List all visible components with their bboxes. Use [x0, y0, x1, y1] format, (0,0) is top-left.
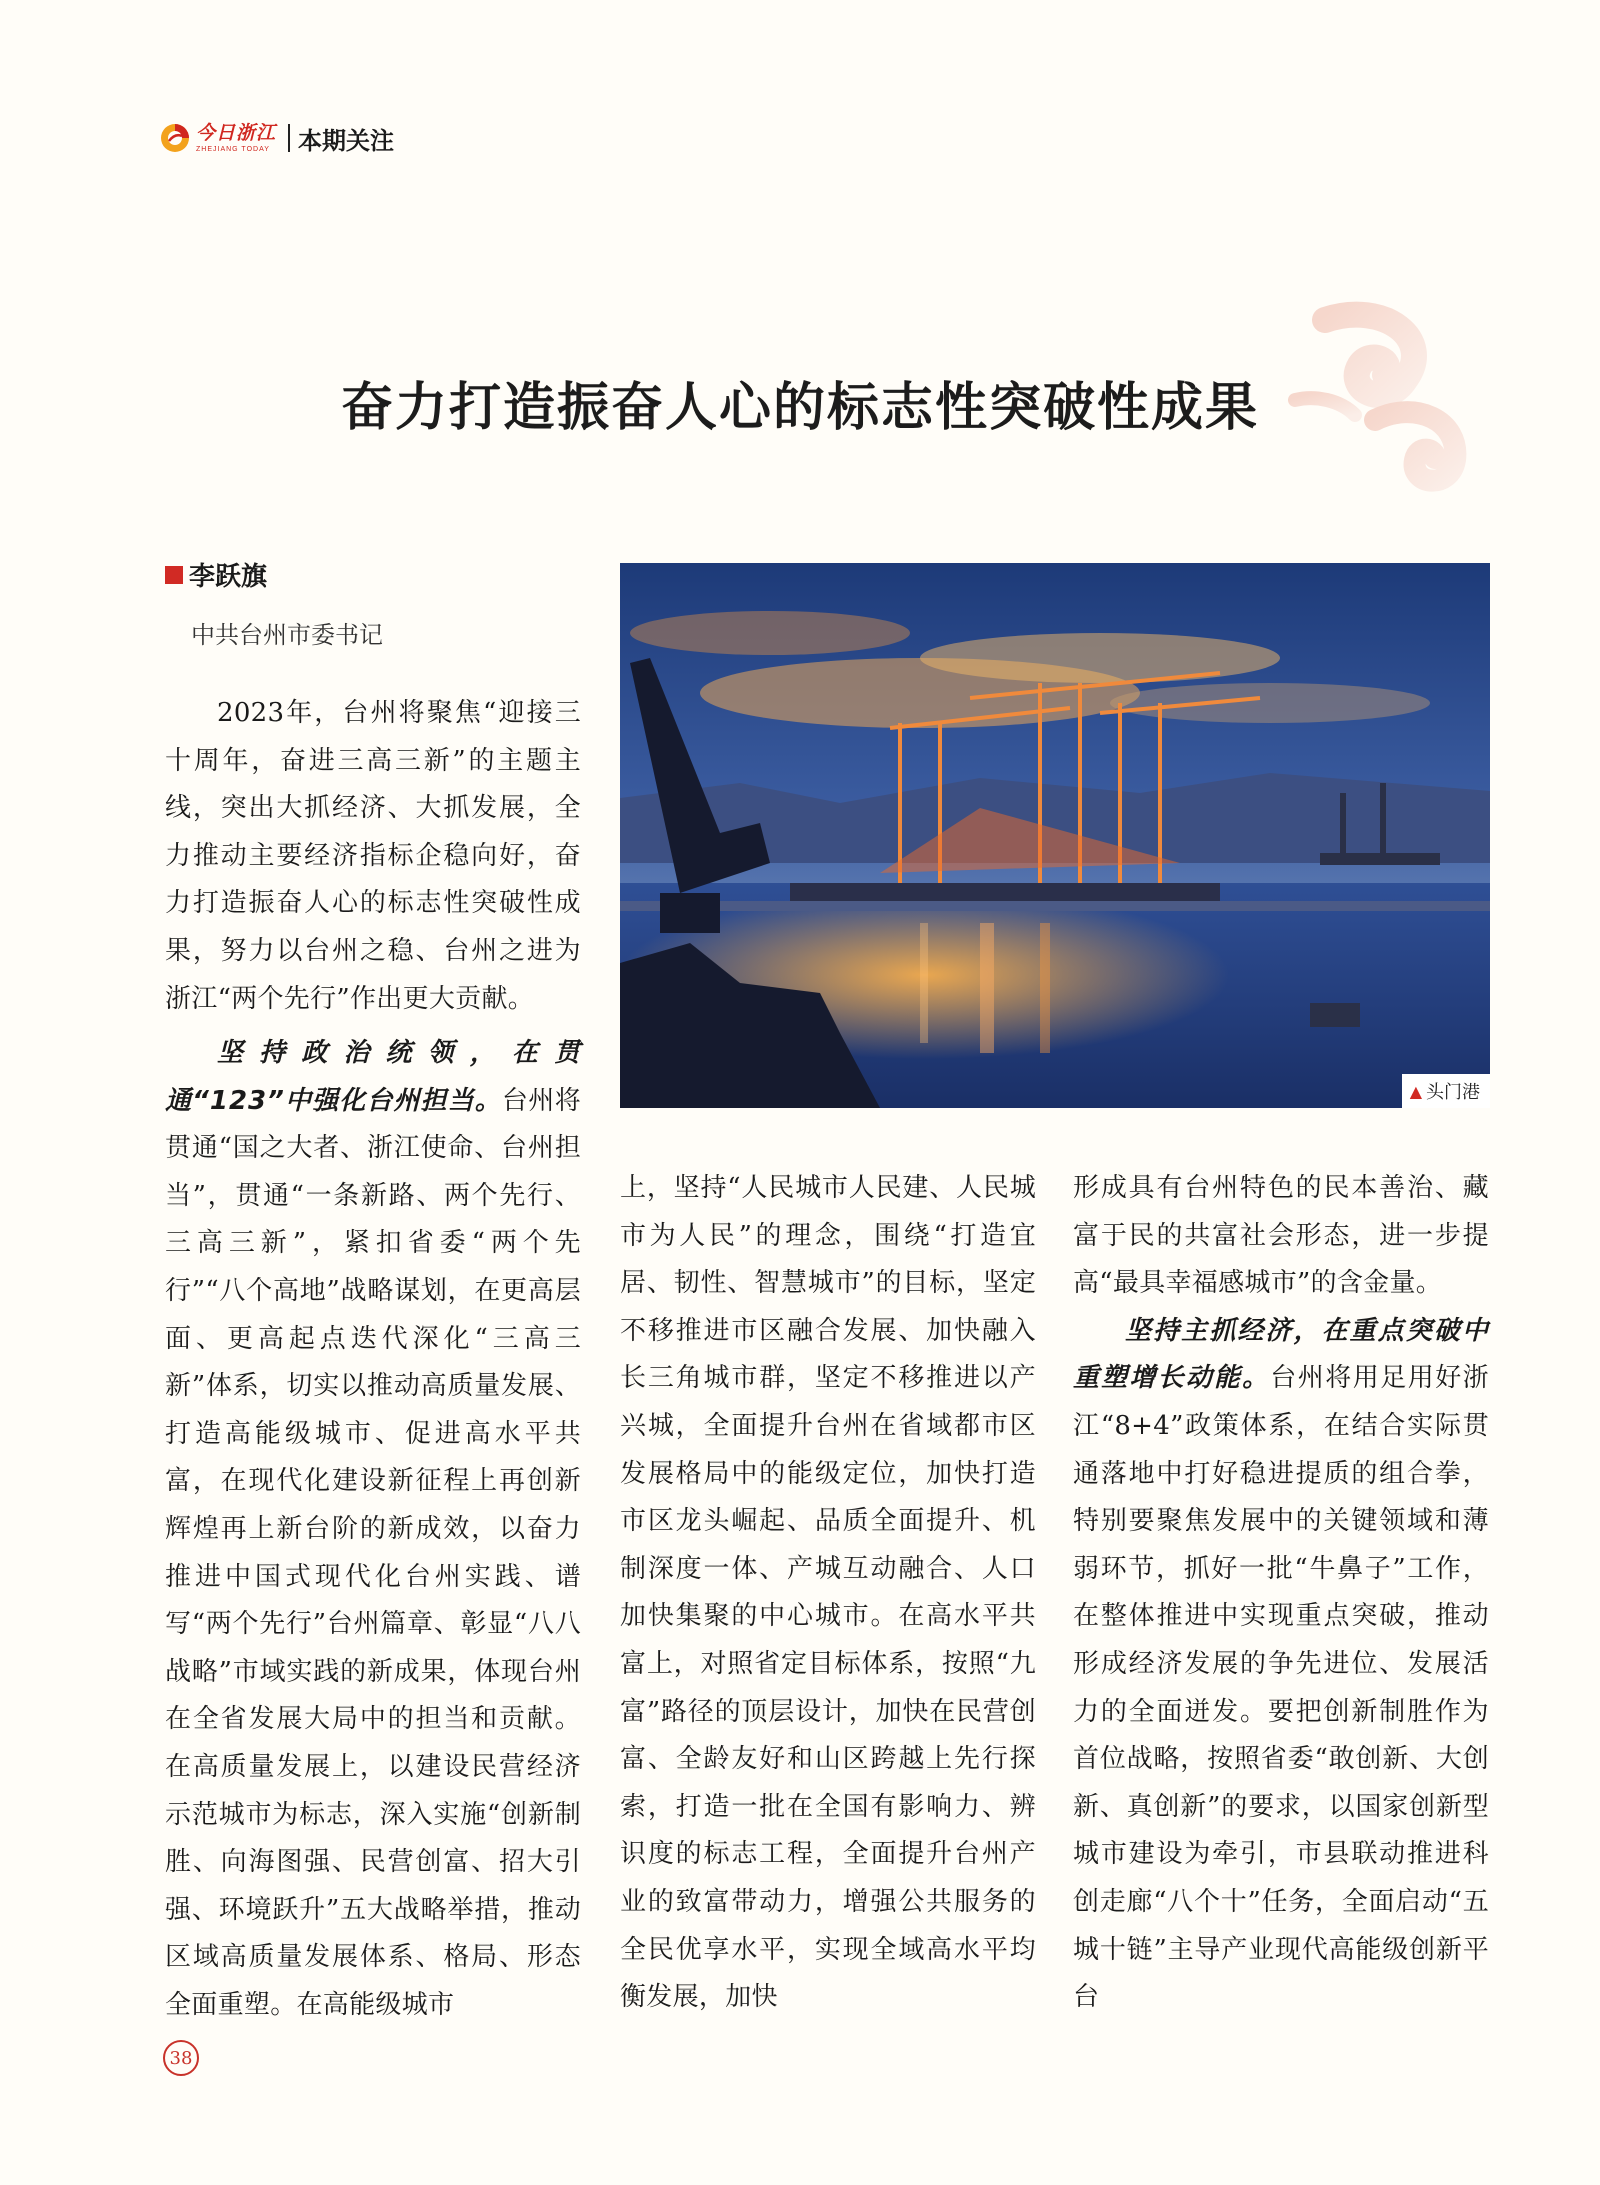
body-paragraph-continued: 形成具有台州特色的民本善治、藏富于民的共富社会形态，进一步提高“最具幸福感城市”的含金量。 — [1073, 1173, 1489, 1299]
paragraph-text: 台州将用足用好浙江“8+4”政策体系，在结合实际贯通落地中打好稳进提质的组合拳，特别要聚焦发展中的关键领域和薄弱环节，抓好一批“牛鼻子”工作，在整体推进中实现重点突破，推动形成经济发展的争先进位、发展活力的全面迸发。要把创新制胜作为首位战略，按照省委“敢创新、大创新、真创新”的要求，以国家创新型城市建设为牵引，市县联动推进科创走廊“八个十”任务，全面启动“五城十链”主导产业现代高能级创新平台 — [1073, 1363, 1489, 2013]
logo-chinese: 今日浙江 — [196, 121, 277, 144]
author-role: 中共台州市委书记 — [191, 621, 383, 649]
section-label: 本期关注 — [298, 126, 395, 155]
masthead — [160, 118, 394, 158]
body-paragraph: 2023年，台州将聚焦“迎接三十周年，奋进三高三新”的主题主线，突出大抓经济、大抓发展，全力推动主要经济指标企稳向好，奋力打造振奋人心的标志性突破性成果，努力以台州之稳、台州之进为浙江“两个先行”作出更大贡献。 — [165, 698, 581, 1014]
port-photo — [620, 563, 1490, 1108]
body-paragraph — [1073, 1308, 1489, 2022]
header-divider — [288, 124, 290, 152]
author-name-row — [165, 556, 383, 593]
body-column-1-lower — [165, 1030, 581, 2029]
photo-caption — [1402, 1074, 1490, 1108]
paragraph-lead: 坚持主抓经济，在重点突破中重塑增长动能。 — [1073, 1315, 1489, 1394]
body-column-1 — [165, 690, 581, 1023]
photo-caption-text: 头门港 — [1426, 1082, 1480, 1103]
logo-wordmark — [196, 121, 277, 153]
author-name: 李跃旗 — [189, 562, 268, 592]
body-paragraph-continued: 上，坚持“人民城市人民建、人民城市为人民”的理念，围绕“打造宜居、韧性、智慧城市”的目标，坚定不移推进市区融合发展、加快融入长三角城市群，坚定不移推进以产兴城，全面提升台州在省域都市区发展格局中的能级定位，加快打造市区龙头崛起、品质全面提升、机制深度一体、产城互动融合、人口加快集聚的中心城市。在高水平共富上，对照省定目标体系，按照“九富”路径的顶层设计，加快在民营创富、全龄友好和山区跨越上先行探索，打造一批在全国有影响力、辨识度的标志工程，全面提升台州产业的致富带动力，增强公共服务的全民优享水平，实现全域高水平均衡发展，加快 — [620, 1173, 1036, 2013]
author-block — [165, 556, 383, 650]
page-number: 38 — [163, 2040, 199, 2076]
body-column-2 — [620, 1165, 1036, 2022]
zhejiang-today-logo-icon — [160, 123, 190, 153]
body-paragraph — [165, 1030, 581, 2029]
article-title: 奋力打造振奋人心的标志性突破性成果 — [340, 378, 1259, 438]
paragraph-lead: 坚持政治统领，在贯通“123”中强化台州担当。 — [165, 1038, 581, 1116]
triangle-marker-icon: ▲ — [1409, 1081, 1422, 1101]
red-square-icon — [165, 566, 183, 584]
body-column-3 — [1073, 1165, 1489, 2022]
paragraph-text: 台州将贯通“国之大者、浙江使命、台州担当”，贯通“一条新路、两个先行、三高三新”，紧扣省委“两个先行”“八个高地”战略谋划，在更高层面、更高起点迭代深化“三高三新”体系，切实以推动高质量发展、打造高能级城市、促进高水平共富，在现代化建设新征程上再创新辉煌再上新台阶的新成效，以奋力推进中国式现代化台州实践、谱写“两个先行”台州篇章、彰显“八八战略”市域实践的新成果，体现台州在全省发展大局中的担当和贡献。在高质量发展上，以建设民营经济示范城市为标志，深入实施“创新制胜、向海图强、民营创富、招大引强、环境跃升”五大战略举措，推动区域高质量发展体系、格局、形态全面重塑。在高能级城市 — [165, 1085, 581, 2020]
logo-english: ZHEJIANG TODAY — [196, 145, 270, 153]
